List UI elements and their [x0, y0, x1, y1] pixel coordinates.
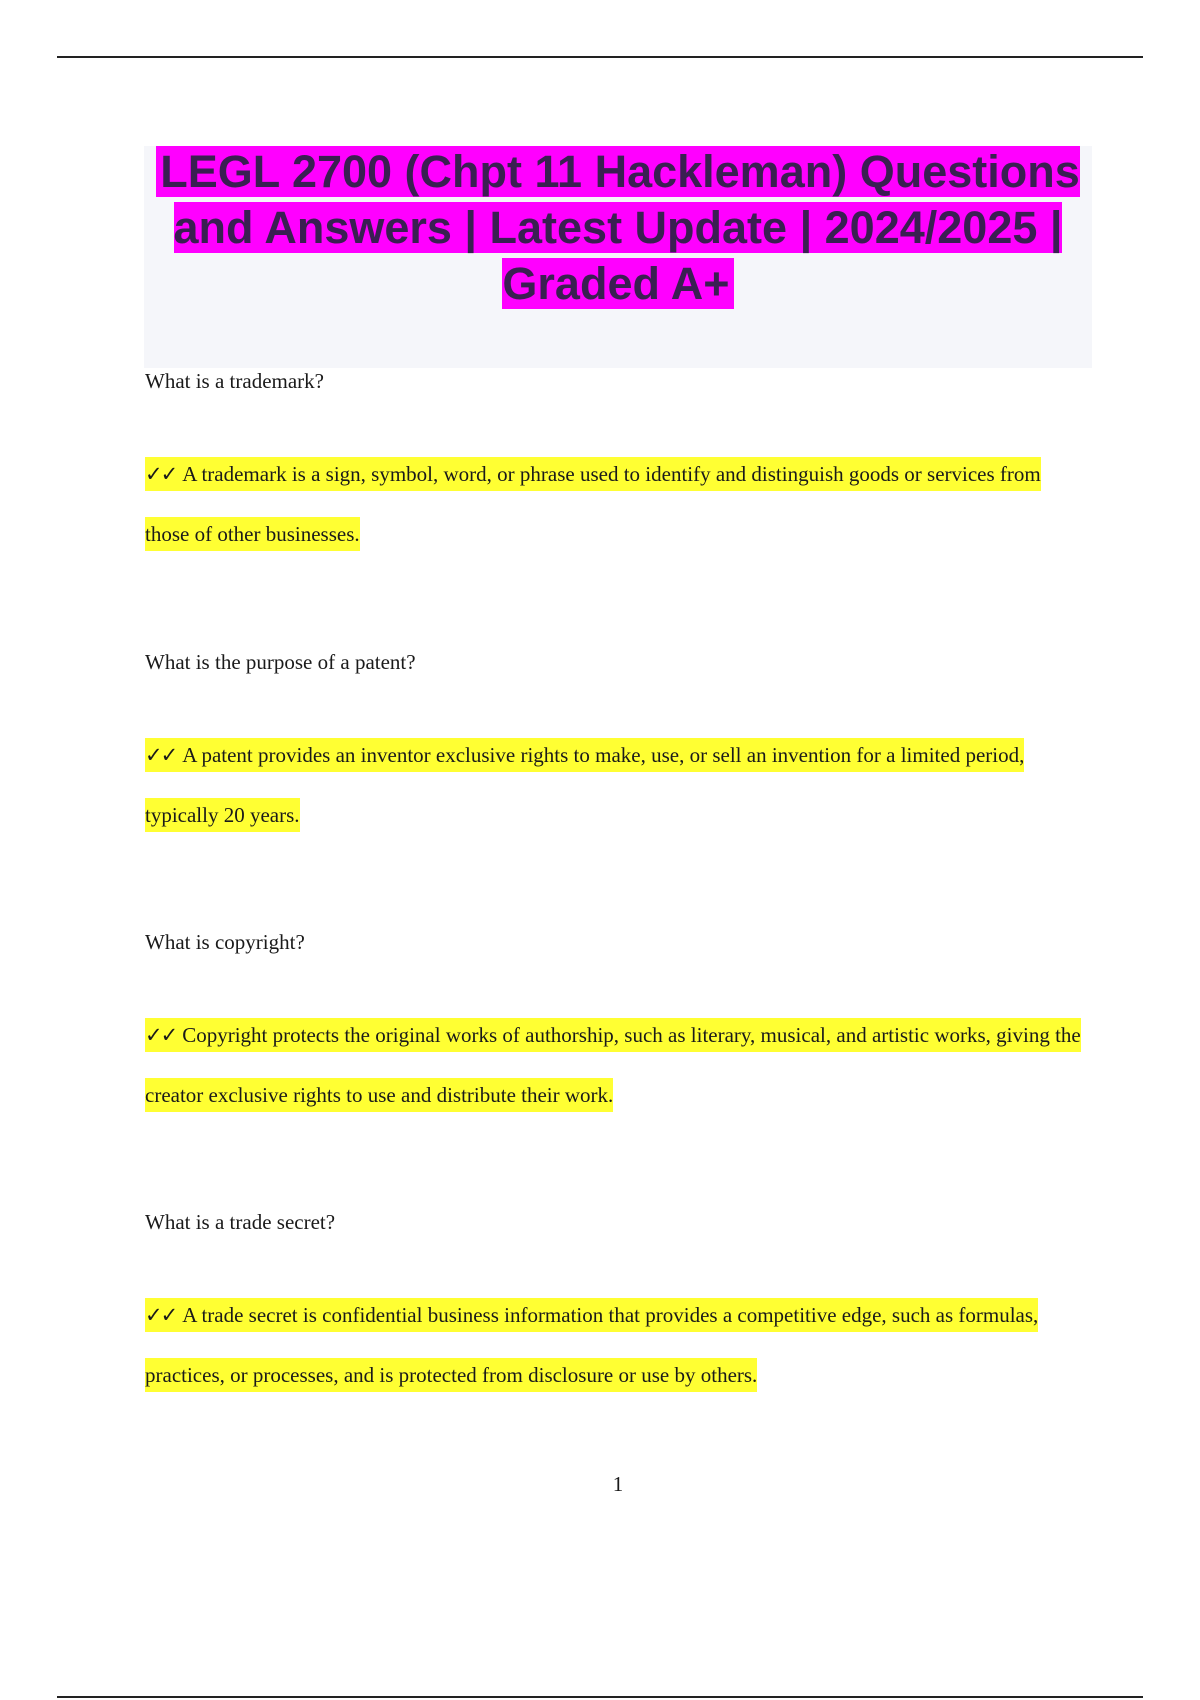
answer-text [145, 1005, 1090, 1125]
check-icon: ✓✓ [145, 1023, 177, 1047]
answer-highlight [145, 457, 1041, 551]
answer-highlight [145, 1298, 1038, 1392]
answer-highlight [145, 738, 1024, 832]
title-highlight: LEGL 2700 (Chpt 11 Hackleman) Questions and Answers | Latest Update | 2024/2025 | Graded A+ [156, 146, 1079, 309]
document-title [144, 144, 1092, 312]
question-text: What is the purpose of a patent? [145, 650, 416, 674]
check-icon: ✓✓ [145, 1303, 177, 1327]
qa-item-patent [145, 649, 1090, 845]
check-icon: ✓✓ [145, 743, 177, 767]
qa-item-copyright [145, 929, 1090, 1125]
answer-text [145, 725, 1090, 845]
top-rule [57, 56, 1143, 58]
question-text: What is copyright? [145, 930, 305, 954]
page-number: 1 [612, 1472, 624, 1496]
check-icon: ✓✓ [145, 462, 177, 486]
answer-body: A trade secret is confidential business information that provides a competitive edge, such as formulas, practices, or processes, and is protected from disclosure or use by others. [145, 1303, 1039, 1387]
answer-body: Copyright protects the original works of authorship, such as literary, musical, and artistic works, giving the creator exclusive rights to use and distribute their work. [145, 1023, 1081, 1107]
question-text: What is a trade secret? [145, 1210, 336, 1234]
qa-item-trademark [145, 368, 1090, 564]
answer-text [145, 444, 1090, 564]
qa-item-trade-secret [145, 1209, 1090, 1405]
answer-text [145, 1285, 1090, 1405]
question-text: What is a trademark? [145, 369, 324, 393]
bottom-rule [57, 1696, 1143, 1698]
answer-highlight [145, 1018, 1081, 1112]
answer-body: A patent provides an inventor exclusive rights to make, use, or sell an invention for a limited period, typically 20 years. [145, 743, 1025, 827]
answer-body: A trademark is a sign, symbol, word, or phrase used to identify and distinguish goods or services from those of other businesses. [145, 462, 1041, 546]
